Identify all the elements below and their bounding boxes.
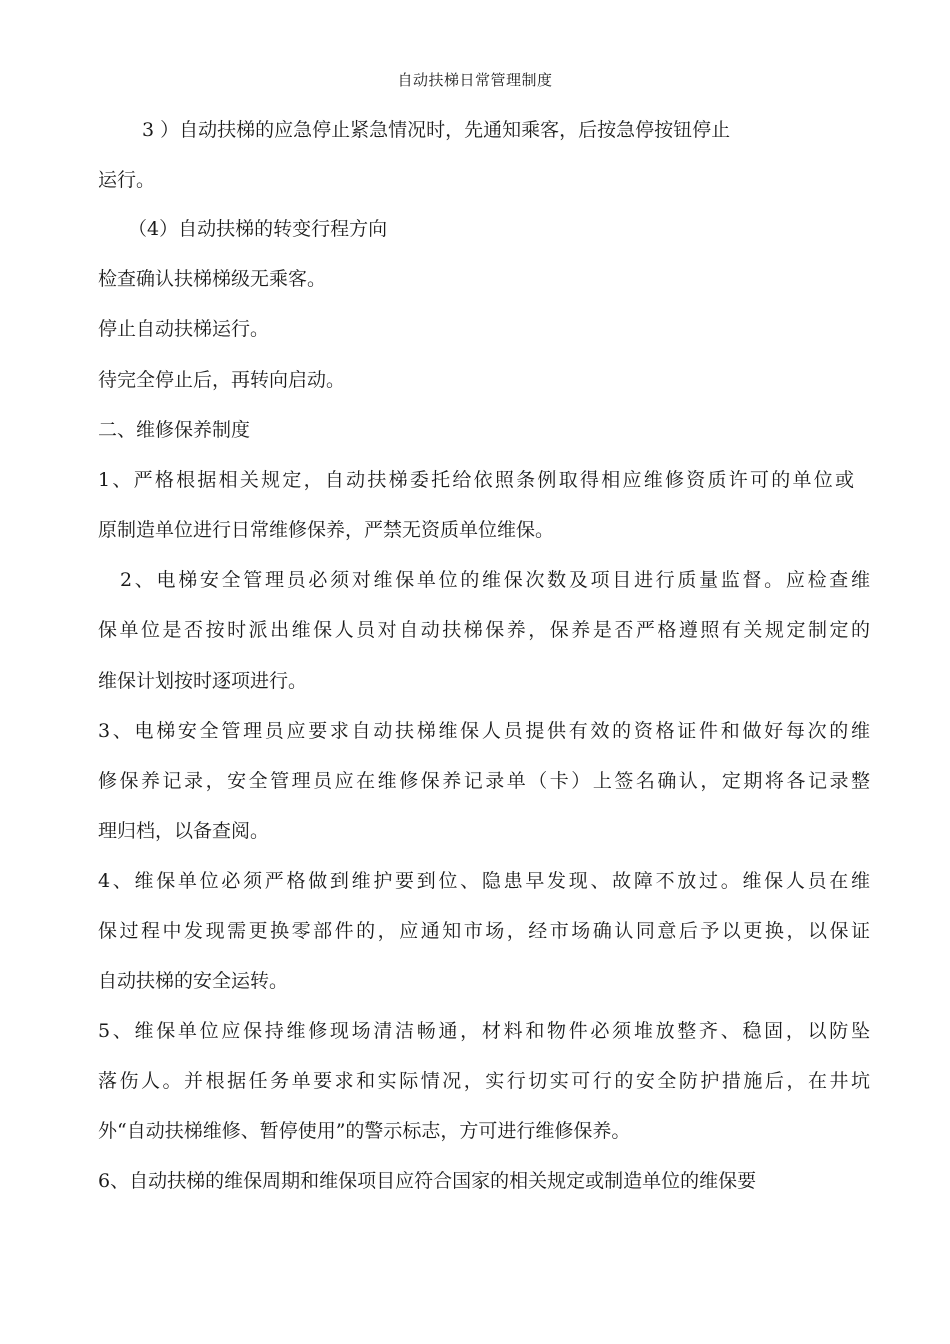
page-header-title: 自动扶梯日常管理制度 [397, 71, 553, 89]
paragraph-line: 理归档，以备查阅。 [98, 820, 270, 842]
paragraph-line: 1、严格根据相关规定，自动扶梯委托给依照条例取得相应维修资质许可的单位或 [98, 469, 854, 491]
paragraph-line: 4、维保单位必须严格做到维护要到位、隐患早发现、故障不放过。维保人员在维 [98, 870, 870, 892]
paragraph-line: 6、自动扶梯的维保周期和维保项目应符合国家的相关规定或制造单位的维保要 [98, 1170, 757, 1192]
paragraph-line: 3 ）自动扶梯的应急停止紧急情况时，先通知乘客，后按急停按钮停止 [142, 119, 731, 141]
paragraph-line: 检查确认扶梯梯级无乘客。 [98, 268, 327, 290]
paragraph-line: 待完全停止后，再转向启动。 [98, 369, 346, 391]
paragraph-line: 落伤人。并根据任务单要求和实际情况，实行切实可行的安全防护措施后，在井坑 [98, 1070, 870, 1092]
paragraph-line: 2、电梯安全管理员必须对维保单位的维保次数及项目进行质量监督。应检查维 [120, 569, 870, 591]
paragraph-line: 自动扶梯的安全运转。 [98, 970, 289, 992]
paragraph-line: 3、电梯安全管理员应要求自动扶梯维保人员提供有效的资格证件和做好每次的维 [98, 720, 870, 742]
paragraph-line: 保过程中发现需更换零部件的，应通知市场，经市场确认同意后予以更换，以保证 [98, 920, 870, 942]
paragraph-line: 停止自动扶梯运行。 [98, 318, 270, 340]
paragraph-line: 维保计划按时逐项进行。 [98, 670, 308, 692]
paragraph-line: 5、维保单位应保持维修现场清洁畅通，材料和物件必须堆放整齐、稳固，以防坠 [98, 1020, 870, 1042]
paragraph-line: 运行。 [98, 169, 156, 191]
paragraph-line: 保单位是否按时派出维保人员对自动扶梯保养，保养是否严格遵照有关规定制定的 [98, 619, 870, 641]
paragraph-line: （4）自动扶梯的转变行程方向 [128, 218, 388, 240]
paragraph-line: 修保养记录，安全管理员应在维修保养记录单（卡）上签名确认，定期将各记录整 [98, 770, 870, 792]
section-heading: 二、维修保养制度 [98, 419, 251, 441]
paragraph-line: 原制造单位进行日常维修保养，严禁无资质单位维保。 [98, 519, 555, 541]
paragraph-line: 外“自动扶梯维修、暂停使用”的警示标志，方可进行维修保养。 [98, 1120, 631, 1142]
